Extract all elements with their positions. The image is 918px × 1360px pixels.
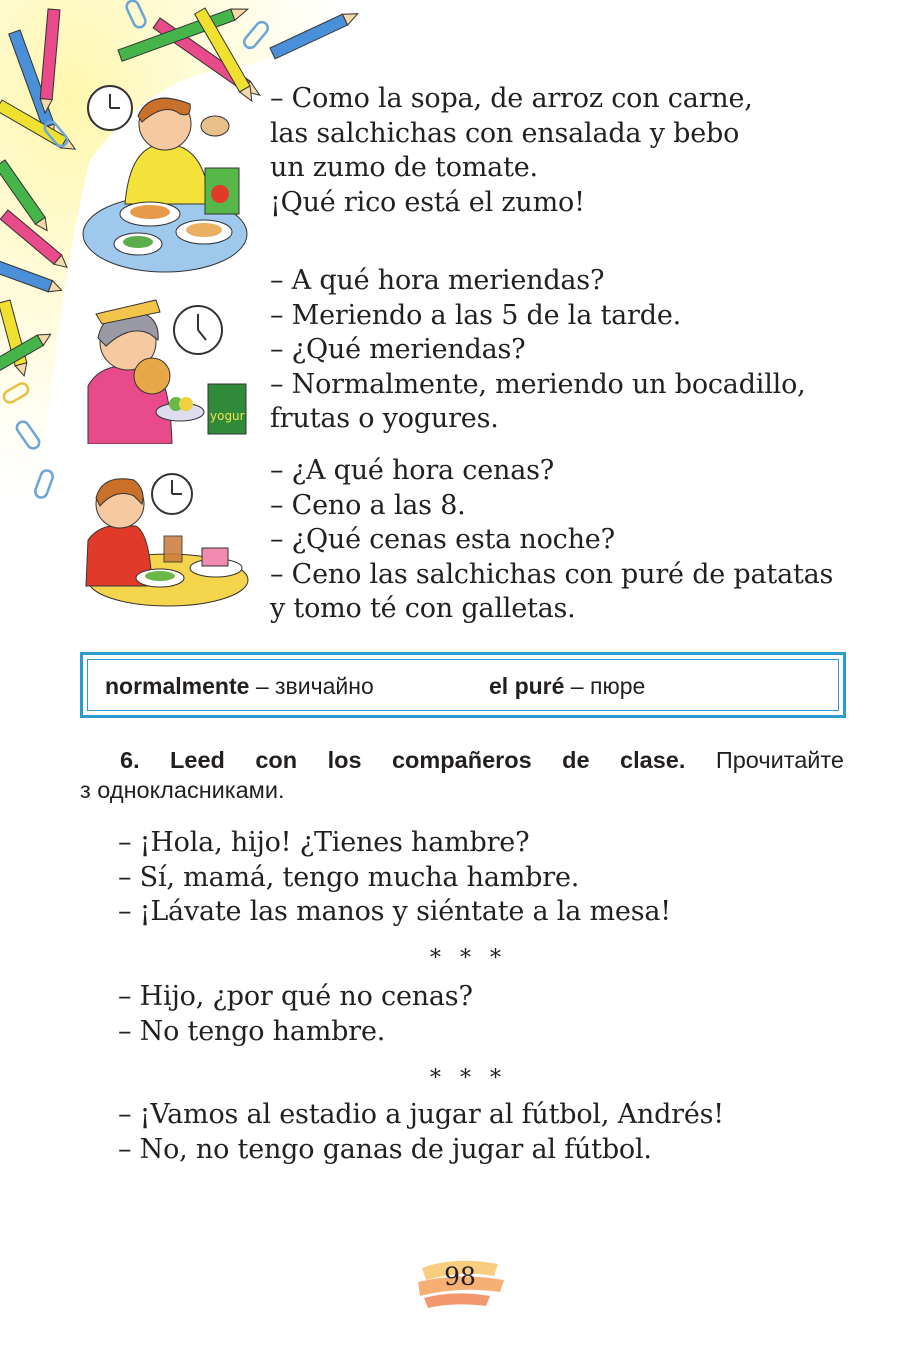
vocabulary-translation: – пюре <box>564 673 646 699</box>
dialogue-line: – Hijo, ¿por qué no cenas? <box>118 981 473 1012</box>
dialogue-line: y tomo té con galletas. <box>270 593 576 624</box>
task-title-word: los <box>327 747 362 773</box>
lunch-dialogue <box>270 82 753 220</box>
dialogue-line: – Sí, mamá, tengo mucha hambre. <box>118 861 580 893</box>
dialogue-line: las salchichas con ensalada y bebo <box>270 117 740 149</box>
snack-dialogue <box>270 264 806 437</box>
dialogue-line: – Ceno las salchichas con puré de patatas <box>270 558 834 590</box>
dialogue-line: – No tengo hambre. <box>118 1015 386 1047</box>
boy-dinner-illustration <box>80 468 250 608</box>
dialogue-line: – ¿Qué meriendas? <box>270 334 526 365</box>
exercise-dialogue-2 <box>118 980 473 1049</box>
vocabulary-translation: – звичайно <box>249 673 374 699</box>
vocabulary-term: normalmente <box>105 673 250 699</box>
dialogue-line: – Normalmente, meriendo un bocadillo, <box>270 368 806 400</box>
separator-stars: * * * <box>430 1066 507 1091</box>
dialogue-line: – ¡Vamos al estadio a jugar al fútbol, Andrés! <box>118 1099 724 1130</box>
task-instruction-ua-continued: з однокласниками. <box>80 777 285 803</box>
task-title-word: clase. <box>620 747 686 773</box>
dialogue-line: – ¿Qué cenas esta noche? <box>270 524 615 555</box>
task-heading <box>80 745 844 805</box>
yogurt-label: yogur <box>210 409 245 423</box>
task-title-word: de <box>562 747 590 773</box>
task-title-word: compañeros <box>391 747 532 773</box>
dialogue-line: un zumo de tomate. <box>270 152 538 183</box>
dialogue-line: – Como la sopa, de arroz con carne, <box>270 83 753 114</box>
dinner-dialogue <box>270 454 833 627</box>
dialogue-line: – A qué hora meriendas? <box>270 265 605 296</box>
dialogue-line: – ¡Lávate las manos y siéntate a la mesa! <box>118 896 671 927</box>
vocabulary-entry <box>105 673 374 700</box>
vocabulary-box <box>80 652 846 718</box>
dialogue-line: – Ceno a las 8. <box>270 489 466 521</box>
page-number-text: 98 <box>444 1262 476 1291</box>
task-title-word: con <box>255 747 298 773</box>
dialogue-line: – ¿A qué hora cenas? <box>270 455 555 486</box>
boy-lunch-illustration <box>80 84 250 274</box>
dialogue-line: frutas o yogures. <box>270 403 499 434</box>
dialogue-line: – No, no tengo ganas de jugar al fútbol. <box>118 1133 652 1165</box>
task-title-word: Leed <box>170 747 225 773</box>
dialogue-line: ¡Qué rico está el zumo! <box>270 186 585 218</box>
task-instruction-ua: Прочитайте <box>715 747 844 773</box>
vocabulary-entry <box>489 673 645 700</box>
task-number: 6. <box>120 747 140 773</box>
separator-stars: * * * <box>430 946 507 971</box>
dialogue-line: – Meriendo a las 5 de la tarde. <box>270 299 682 331</box>
exercise-dialogue-3 <box>118 1098 724 1167</box>
girl-snack-illustration <box>80 294 250 444</box>
page-number <box>414 1254 506 1310</box>
dialogue-line: – ¡Hola, hijo! ¿Tienes hambre? <box>118 827 530 858</box>
vocabulary-term: el puré <box>489 673 565 699</box>
exercise-dialogue-1 <box>118 826 671 930</box>
